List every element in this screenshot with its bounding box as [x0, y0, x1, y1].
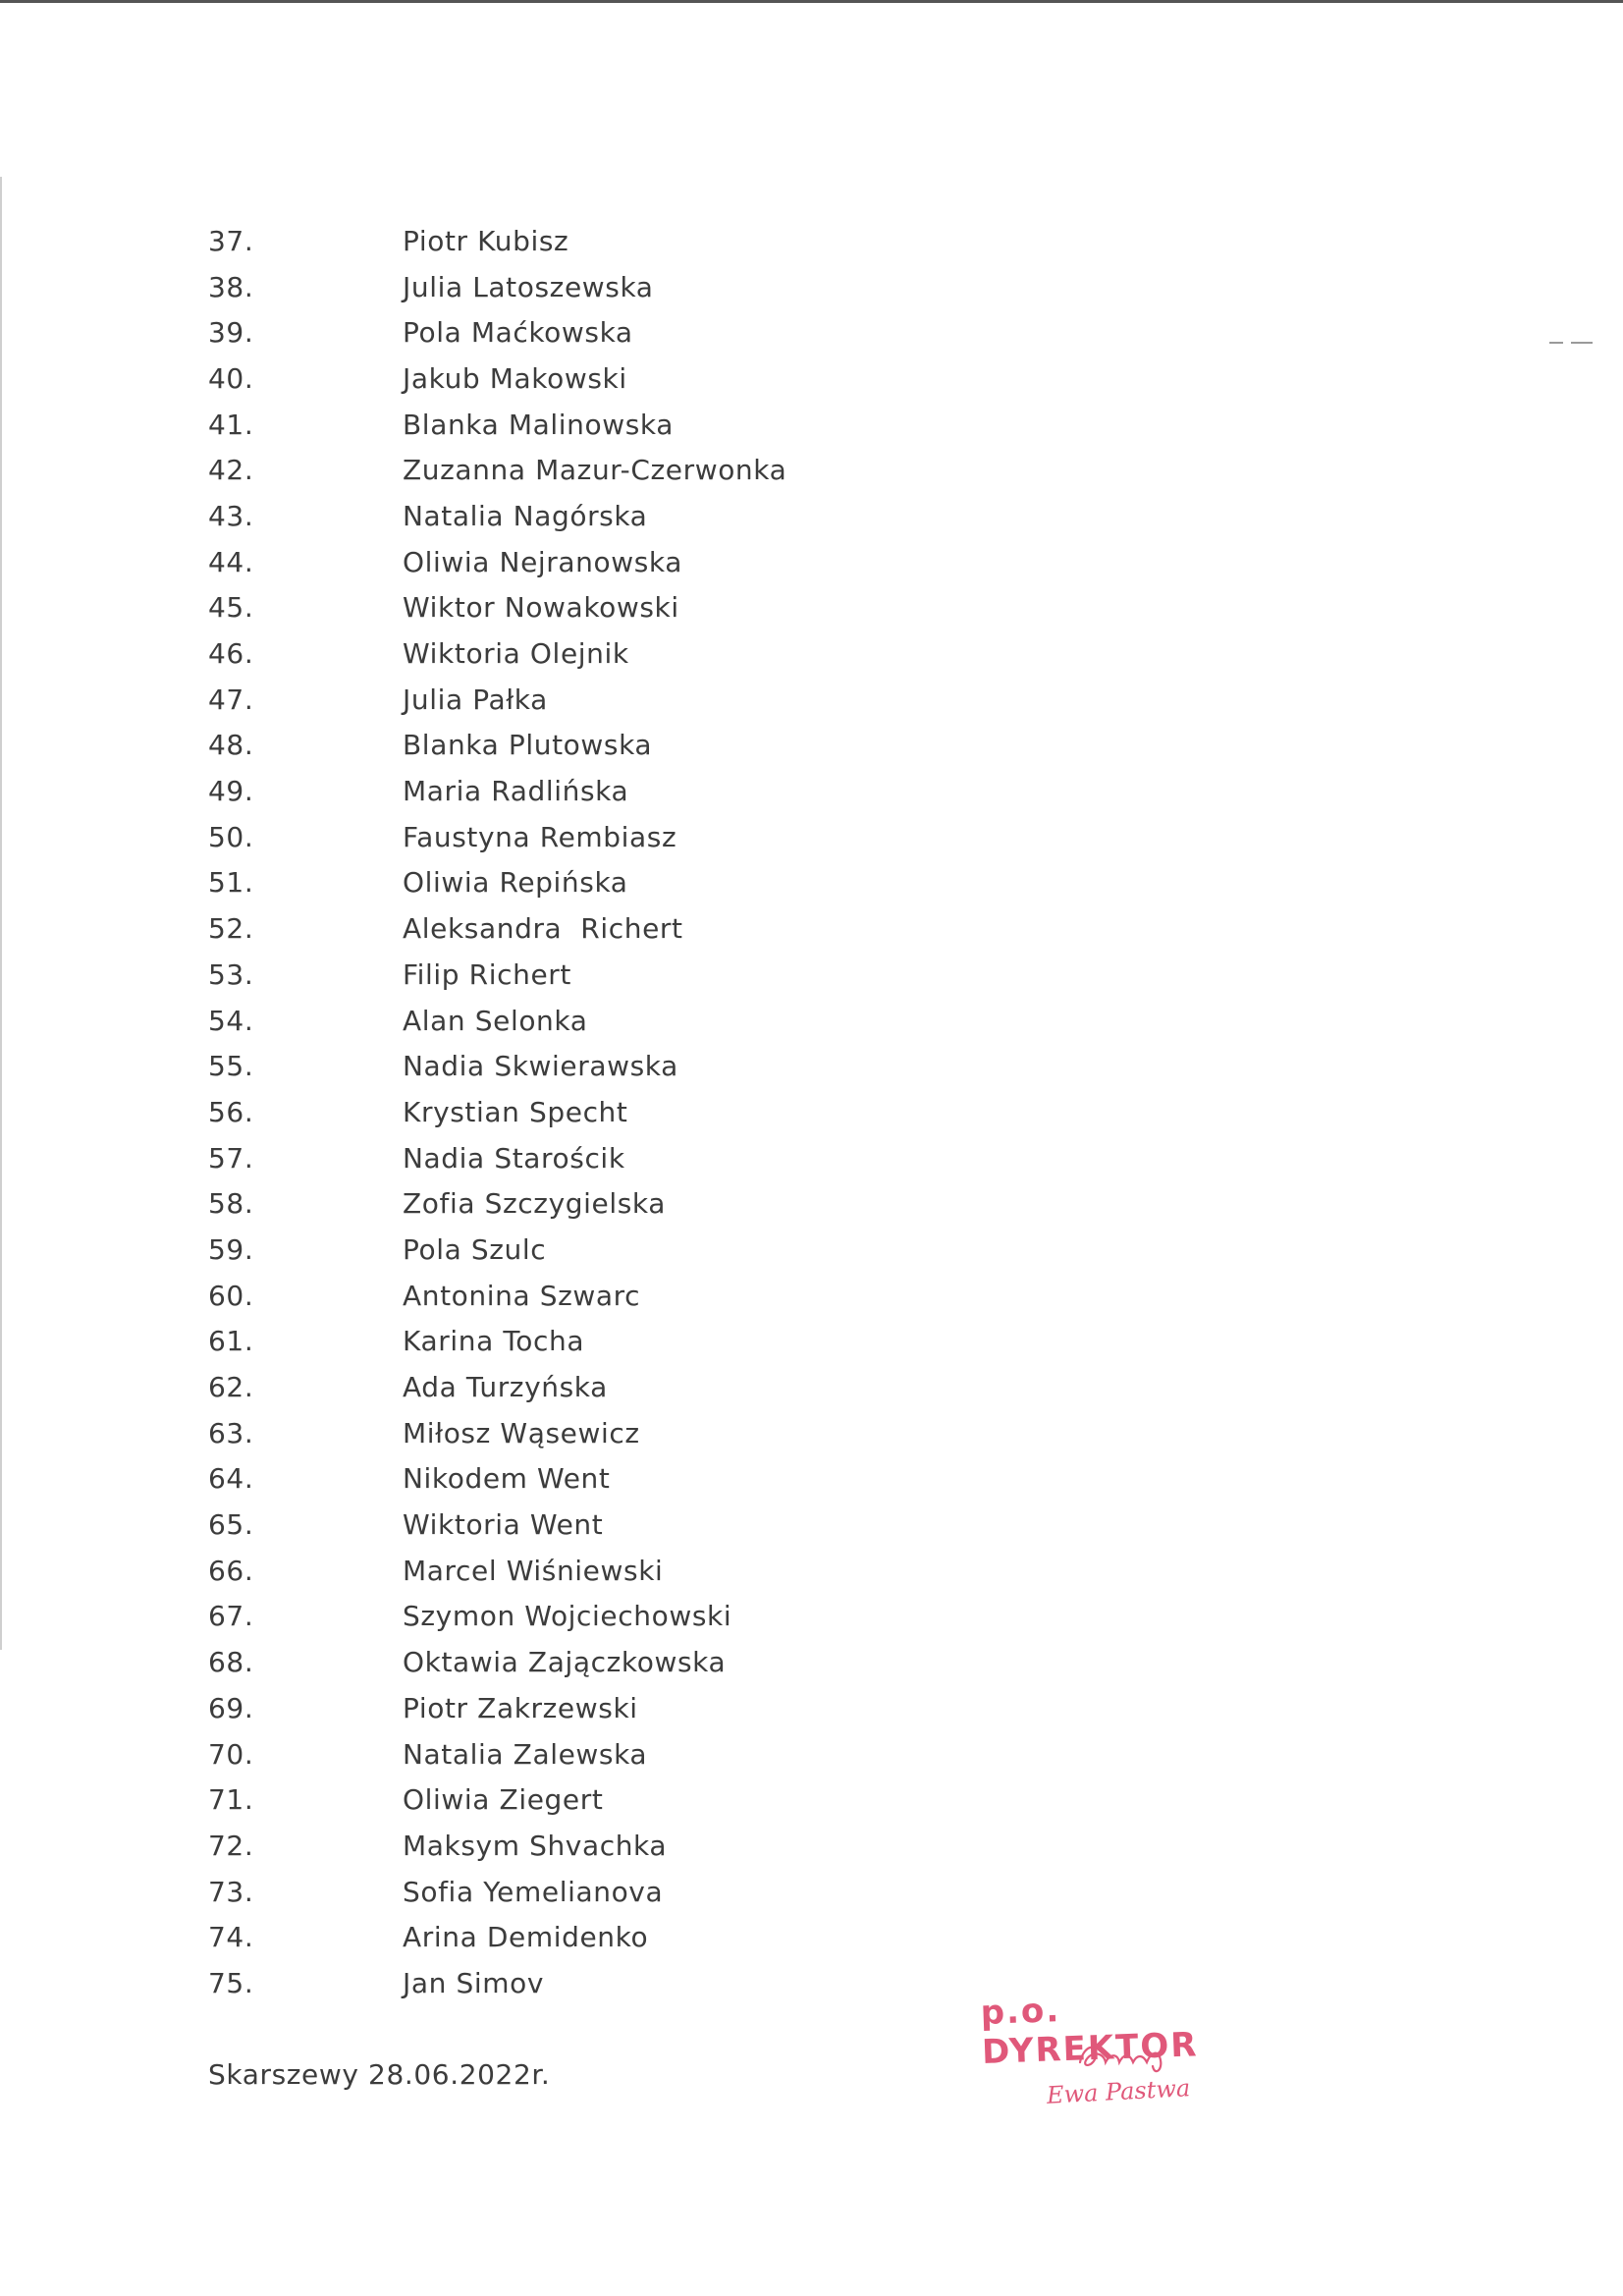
list-item: [208, 1273, 895, 1319]
list-item: [208, 218, 895, 264]
list-item-name: Ada Turzyńska: [403, 1371, 608, 1404]
list-item: [208, 402, 895, 448]
list-item-number: 71.: [208, 1783, 254, 1817]
list-item: [208, 585, 895, 631]
list-item-number: 59.: [208, 1232, 254, 1266]
list-item-name: Wiktoria Went: [403, 1508, 604, 1542]
list-item-name: Wiktor Nowakowski: [403, 591, 679, 625]
list-item-name: Natalia Nagórska: [403, 499, 648, 532]
list-item: [208, 1364, 895, 1410]
list-item: [208, 1135, 895, 1181]
list-item: [208, 1777, 895, 1823]
list-item: [208, 1089, 895, 1135]
list-item-number: 69.: [208, 1691, 254, 1724]
list-item: [208, 1960, 895, 2006]
list-item-number: 42.: [208, 454, 254, 487]
list-item-number: 62.: [208, 1371, 254, 1404]
list-item: [208, 539, 895, 585]
list-item-name: Pola Maćkowska: [403, 316, 633, 350]
stamp-title: p.o. DYREKTOR: [980, 1991, 1200, 2072]
list-item-number: 46.: [208, 637, 254, 671]
list-item: [208, 1685, 895, 1731]
list-item: [208, 905, 895, 952]
list-item-number: 61.: [208, 1325, 254, 1358]
list-item: [208, 1548, 895, 1594]
list-item-name: Karina Tocha: [403, 1325, 585, 1358]
list-item-name: Aleksandra Richert: [403, 912, 683, 946]
list-item: [208, 768, 895, 814]
list-item-number: 67.: [208, 1600, 254, 1633]
list-item-name: Natalia Zalewska: [403, 1737, 648, 1771]
list-item: [208, 493, 895, 539]
list-item-number: 37.: [208, 224, 254, 257]
list-item-name: Oktawia Zajączkowska: [403, 1646, 727, 1679]
list-item-name: Jakub Makowski: [403, 361, 627, 395]
scan-speck: [1571, 342, 1593, 344]
list-item-number: 43.: [208, 499, 254, 532]
list-item-name: Blanka Malinowska: [403, 408, 674, 441]
list-item: [208, 264, 895, 310]
list-item-name: Arina Demidenko: [403, 1921, 649, 1954]
list-item: [208, 1502, 895, 1548]
list-item-name: Blanka Plutowska: [403, 729, 653, 762]
scan-edge-left: [0, 177, 2, 1650]
scan-edge-top: [0, 0, 1623, 3]
list-item-name: Marcel Wiśniewski: [403, 1554, 664, 1587]
list-item-number: 45.: [208, 591, 254, 625]
list-item: [208, 1594, 895, 1640]
list-item: [208, 1180, 895, 1227]
list-item: [208, 1043, 895, 1089]
list-item-number: 52.: [208, 912, 254, 946]
list-item-number: 57.: [208, 1141, 254, 1175]
list-item-name: Filip Richert: [403, 957, 571, 991]
list-item-name: Antonina Szwarc: [403, 1279, 641, 1312]
list-item-name: Piotr Kubisz: [403, 224, 569, 257]
list-item: [208, 723, 895, 769]
list-item-name: Piotr Zakrzewski: [403, 1691, 638, 1724]
list-item-name: Pola Szulc: [403, 1232, 547, 1266]
list-item: [208, 1823, 895, 1869]
list-item-number: 54.: [208, 1004, 254, 1037]
place-date: Skarszewy 28.06.2022r.: [208, 2058, 551, 2091]
list-item-name: Szymon Wojciechowski: [403, 1600, 732, 1633]
list-item: [208, 998, 895, 1044]
list-item-number: 53.: [208, 957, 254, 991]
list-item-name: Zuzanna Mazur-Czerwonka: [403, 454, 787, 487]
list-item: [208, 814, 895, 860]
list-item-name: Wiktoria Olejnik: [403, 637, 629, 671]
list-item: [208, 447, 895, 493]
list-item-number: 63.: [208, 1416, 254, 1449]
list-item-number: 55.: [208, 1050, 254, 1083]
list-item-number: 38.: [208, 270, 254, 303]
list-item-number: 48.: [208, 729, 254, 762]
list-item-name: Julia Latoszewska: [403, 270, 654, 303]
list-item-number: 64.: [208, 1462, 254, 1496]
list-item-name: Maria Radlińska: [403, 775, 629, 808]
list-item-number: 68.: [208, 1646, 254, 1679]
list-item-number: 39.: [208, 316, 254, 350]
list-item: [208, 1319, 895, 1365]
list-item-number: 40.: [208, 361, 254, 395]
list-item-number: 49.: [208, 775, 254, 808]
list-item-number: 66.: [208, 1554, 254, 1587]
list-item-name: Nadia Skwierawska: [403, 1050, 678, 1083]
list-item-number: 74.: [208, 1921, 254, 1954]
list-item: [208, 355, 895, 402]
list-item: [208, 952, 895, 998]
director-stamp: [972, 1991, 1286, 2111]
list-item: [208, 1639, 895, 1685]
list-item: [208, 1456, 895, 1503]
list-item-number: 47.: [208, 683, 254, 716]
list-item: [208, 1731, 895, 1777]
list-item-name: Nadia Starościk: [403, 1141, 625, 1175]
list-item-name: Nikodem Went: [403, 1462, 611, 1496]
list-item-number: 72.: [208, 1829, 254, 1862]
student-list: [208, 218, 895, 2006]
list-item: [208, 630, 895, 677]
list-item-name: Miłosz Wąsewicz: [403, 1416, 640, 1449]
list-item-name: Oliwia Ziegert: [403, 1783, 604, 1817]
list-item-name: Oliwia Nejranowska: [403, 545, 683, 578]
list-item-number: 50.: [208, 820, 254, 853]
list-item-name: Sofia Yemelianova: [403, 1875, 664, 1908]
list-item-name: Faustyna Rembiasz: [403, 820, 677, 853]
list-item-number: 58.: [208, 1187, 254, 1221]
list-item: [208, 1410, 895, 1456]
list-item-number: 41.: [208, 408, 254, 441]
list-item-name: Zofia Szczygielska: [403, 1187, 666, 1221]
list-item-name: Julia Pałka: [403, 683, 548, 716]
list-item-number: 44.: [208, 545, 254, 578]
list-item: [208, 677, 895, 723]
list-item-number: 70.: [208, 1737, 254, 1771]
list-item: [208, 1914, 895, 1960]
list-item-number: 65.: [208, 1508, 254, 1542]
list-item-name: Alan Selonka: [403, 1004, 588, 1037]
list-item: [208, 1869, 895, 1915]
list-item-name: Maksym Shvachka: [403, 1829, 668, 1862]
list-item-name: Oliwia Repińska: [403, 866, 628, 900]
list-item-name: Krystian Specht: [403, 1095, 628, 1128]
list-item: [208, 860, 895, 906]
list-item-number: 60.: [208, 1279, 254, 1312]
list-item-number: 56.: [208, 1095, 254, 1128]
scan-speck: [1549, 342, 1563, 344]
stamp-name: Ewa Pastwa: [1046, 2074, 1191, 2109]
list-item-name: Jan Simov: [403, 1966, 544, 1999]
list-item-number: 51.: [208, 866, 254, 900]
list-item-number: 73.: [208, 1875, 254, 1908]
list-item-number: 75.: [208, 1966, 254, 1999]
list-item: [208, 1227, 895, 1273]
list-item: [208, 309, 895, 355]
